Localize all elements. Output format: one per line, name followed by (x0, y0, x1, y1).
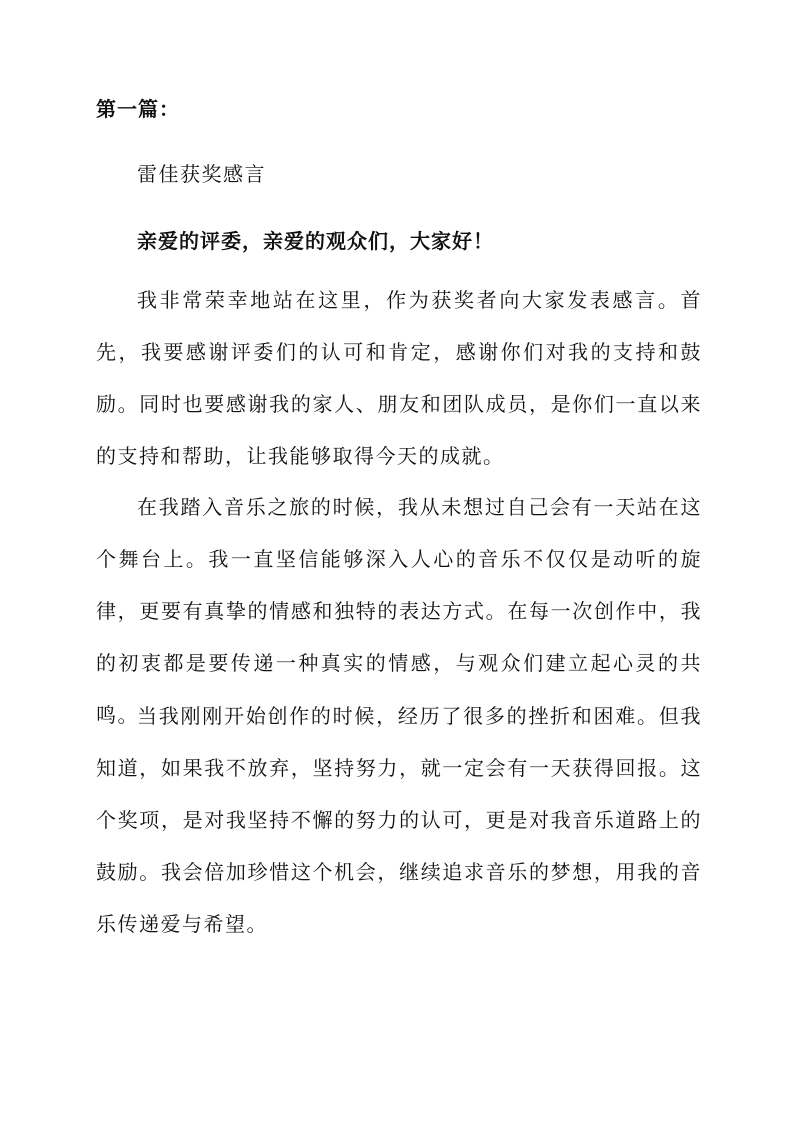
speech-title: 雷佳获奖感言 (137, 162, 266, 186)
paragraph-perseverance: 当我刚刚开始创作的时候，经历了很多的挫折和困难。但我知道，如果我不放弃，坚持努力，就一定会有一天获得回报。这个奖项，是对我坚持不懈的努力的认可，更是对我音乐道路上的鼓励。我会倍加珍惜这个机会，继续追求音乐的梦想，用我的音乐传递爱与希望。 (96, 704, 702, 936)
paragraph-thanks: 我非常荣幸地站在这里，作为获奖者向大家发表感言。首先，我要感谢评委们的认可和肯定，感谢你们对我的支持和鼓励。同时也要感谢我的家人、朋友和团队成员，是你们一直以来的支持和帮助，让我能够取得今天的成就。 (96, 288, 702, 468)
paragraph-music-journey: 在我踏入音乐之旅的时候，我从未想过自己会有一天站在这个舞台上。我一直坚信能够深入人心的音乐不仅仅是动听的旋律，更要有真挚的情感和独特的表达方式。在每一次创作中，我的初衷都是要传递一种真实的情感，与观众们建立起心灵的共鸣。 (96, 495, 702, 727)
section-heading: 第一篇： (96, 97, 180, 121)
greeting-line: 亲爱的评委，亲爱的观众们，大家好！ (137, 229, 494, 253)
